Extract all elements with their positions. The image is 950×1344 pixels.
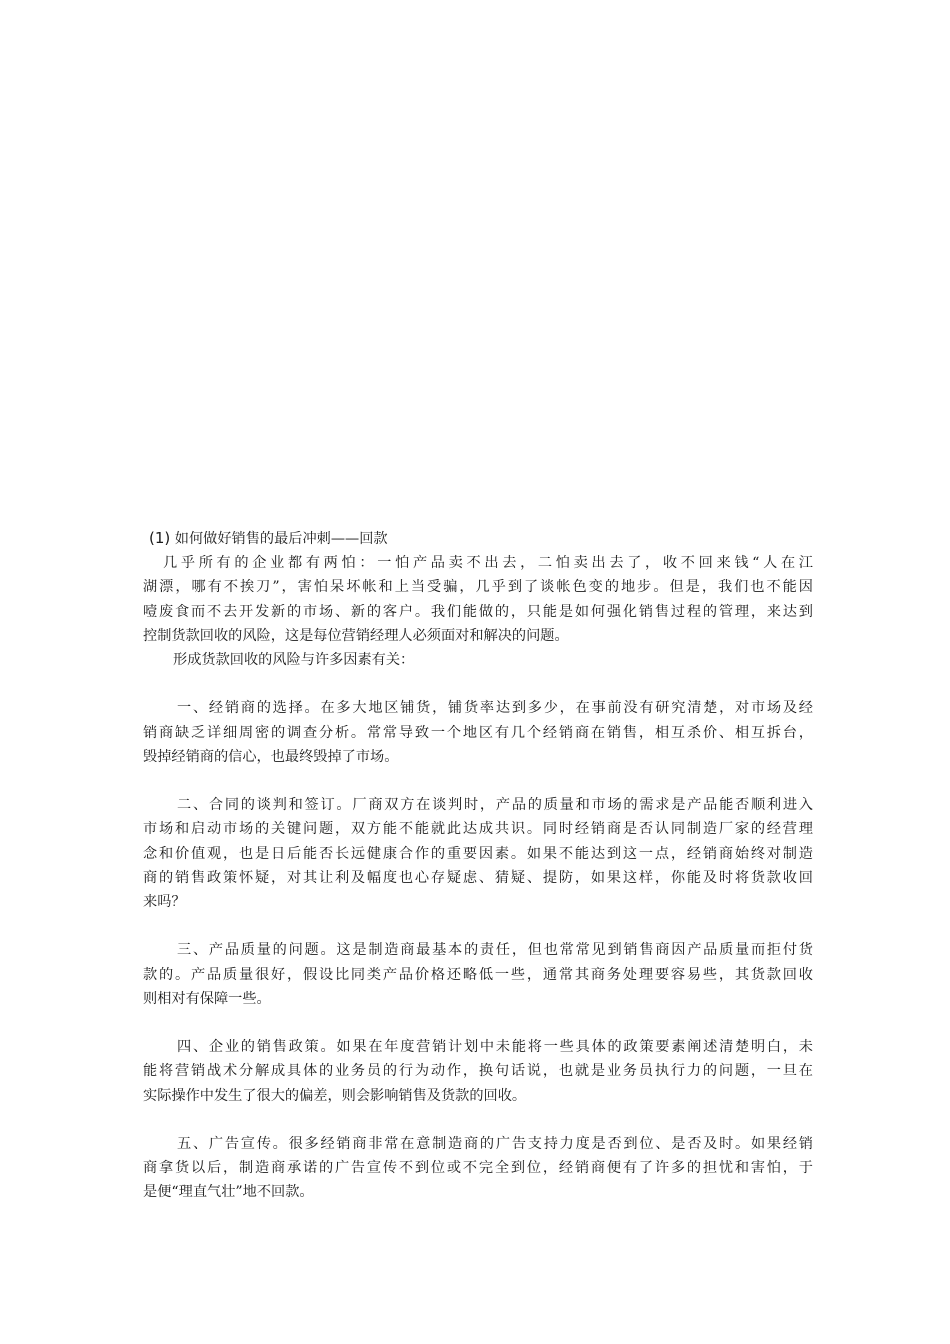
paragraph-line: 市场和启动市场的关键问题，双方能不能就此达成共识。同时经销商是否认同制造厂家的经营理 xyxy=(143,821,813,838)
intro-line: 几乎所有的企业都有两怕：一怕产品卖不出去，二怕卖出去了，收不回来钱“人在江 xyxy=(163,555,813,572)
intro-line: 噎废食而不去开发新的市场、新的客户。我们能做的，只能是如何强化销售过程的管理，来达到 xyxy=(143,603,813,620)
intro-paragraph xyxy=(143,551,813,648)
section-title-text: 如何做好销售的最后冲刺——回款 xyxy=(174,531,388,547)
paragraph-gap xyxy=(143,1011,813,1035)
paragraph-line: 毁掉经销商的信心，也最终毁掉了市场。 xyxy=(143,748,399,765)
paragraph-line: 商拿货以后，制造商承诺的广告宣传不到位或不完全到位，经销商便有了许多的担忧和害怕，于 xyxy=(143,1160,813,1177)
section-paragraph-2 xyxy=(143,793,813,914)
paragraph-line: 实际操作中发生了很大的偏差，则会影响销售及货款的回收。 xyxy=(143,1087,527,1104)
paragraph-line: 来吗？ xyxy=(143,894,186,911)
intro-line: 控制货款回收的风险，这是每位营销经理人必须面对和解决的问题。 xyxy=(143,627,569,644)
paragraph-line: 二、合同的谈判和签订。厂商双方在谈判时，产品的质量和市场的需求是产品能否顺利进入 xyxy=(177,797,813,814)
paragraph-gap xyxy=(143,672,813,696)
lead-line: 形成货款回收的风险与许多因素有关： xyxy=(173,652,415,669)
section-paragraph-3 xyxy=(143,938,813,1011)
paragraph-line: 销商缺乏详细周密的调查分析。常常导致一个地区有几个经销商在销售，相互杀价、相互拆台， xyxy=(143,724,813,741)
paragraph-line: 款的。产品质量很好，假设比同类产品价格还略低一些，通常其商务处理要容易些，其货款回收 xyxy=(143,966,813,983)
section-number: (1) xyxy=(149,529,171,547)
paragraph-gap xyxy=(143,769,813,793)
paragraph-line: 念和价值观，也是日后能否长远健康合作的重要因素。如果不能达到这一点，经销商始终对制造 xyxy=(143,845,813,862)
paragraph-gap xyxy=(143,914,813,938)
section-paragraph-4 xyxy=(143,1035,813,1108)
paragraph-line: 则相对有保障一些。 xyxy=(143,990,271,1007)
intro-line: 湖漂，哪有不挨刀”，害怕呆坏帐和上当受骗，几乎到了谈帐色变的地步。但是，我们也不能因 xyxy=(143,579,813,596)
paragraph-line: 是便“理直气壮”地不回款。 xyxy=(143,1184,314,1201)
section-paragraph-5 xyxy=(143,1132,813,1205)
paragraph-line: 能将营销战术分解成具体的业务员的行为动作，换句话说，也就是业务员执行力的问题，一旦在 xyxy=(143,1063,813,1080)
section-title xyxy=(143,526,813,551)
paragraph-gap xyxy=(143,1108,813,1132)
document-body xyxy=(143,526,813,1205)
paragraph-line: 三、产品质量的问题。这是制造商最基本的责任，但也常常见到销售商因产品质量而拒付货 xyxy=(177,942,813,959)
paragraph-line: 商的销售政策怀疑，对其让利及幅度也心存疑虑、猜疑、提防，如果这样，你能及时将货款收回 xyxy=(143,869,813,886)
paragraph-line: 四、企业的销售政策。如果在年度营销计划中未能将一些具体的政策要素阐述清楚明白，未 xyxy=(177,1039,813,1056)
section-paragraph-1 xyxy=(143,696,813,769)
paragraph-line: 一、经销商的选择。在多大地区铺货，铺货率达到多少，在事前没有研究清楚，对市场及经 xyxy=(177,700,813,717)
lead-paragraph xyxy=(143,648,813,672)
paragraph-line: 五、广告宣传。很多经销商非常在意制造商的广告支持力度是否到位、是否及时。如果经销 xyxy=(177,1136,813,1152)
